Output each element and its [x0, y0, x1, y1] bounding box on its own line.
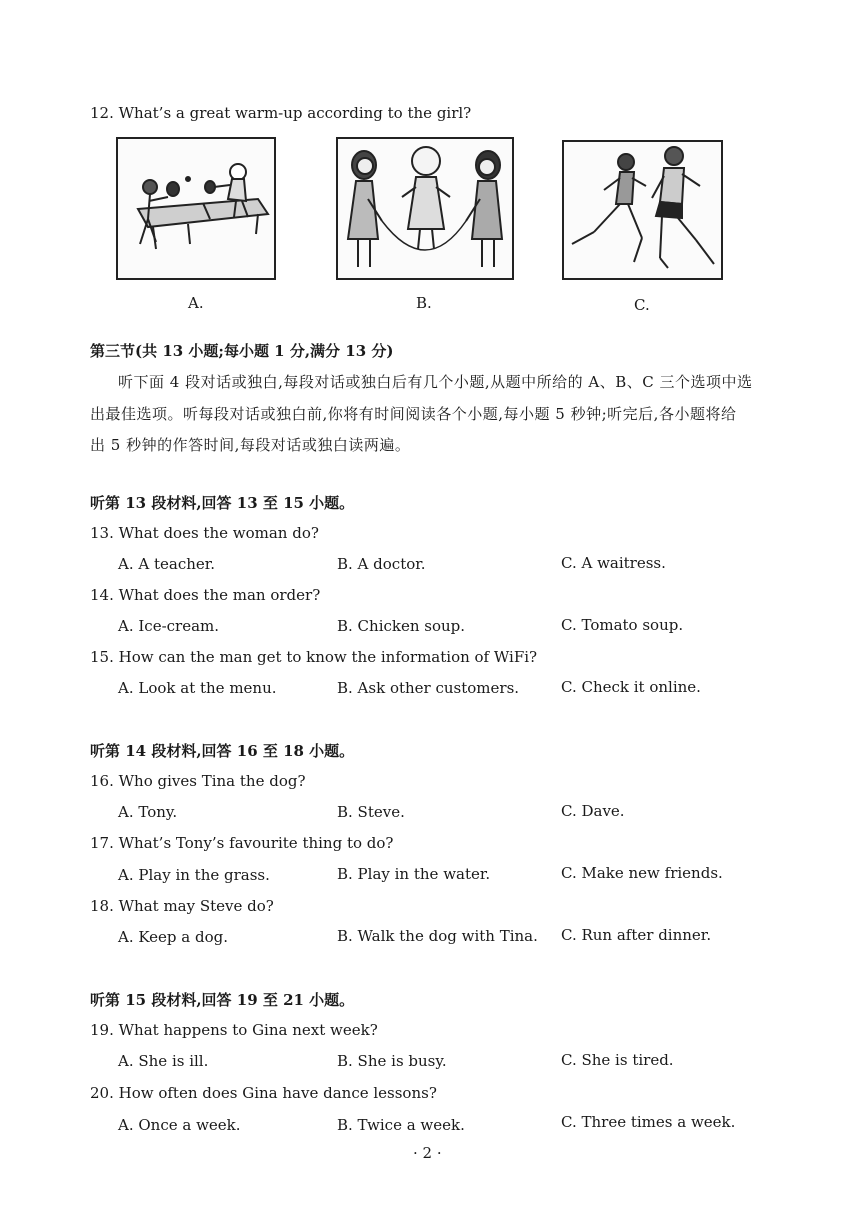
- option-a: A. Tony.: [118, 803, 178, 821]
- jump-rope-icon: [338, 139, 512, 278]
- option-a: A. Ice-cream.: [118, 617, 220, 635]
- option-c: C. Three times a week.: [561, 1113, 736, 1131]
- option-a: A. She is ill.: [118, 1052, 209, 1070]
- option-c: C. A waitress.: [561, 554, 666, 572]
- option-c: C. She is tired.: [561, 1051, 674, 1069]
- section-heading: 第三节(共 13 小题;每小题 1 分,满分 13 分): [90, 342, 394, 360]
- table-tennis-icon: [118, 139, 274, 278]
- option-b: B. Chicken soup.: [337, 617, 466, 635]
- option-c: C. Tomato soup.: [561, 616, 684, 634]
- option-b: B. She is busy.: [337, 1052, 447, 1070]
- group-heading: 听第 14 段材料,回答 16 至 18 小题。: [90, 742, 355, 760]
- option-b: B. A doctor.: [337, 555, 426, 573]
- question-stem: 17. What’s Tony’s favourite thing to do?: [90, 834, 394, 852]
- picture-a: [116, 137, 276, 280]
- page-number: · 2 ·: [413, 1144, 442, 1162]
- question-stem: 20. How often does Gina have dance lessons?: [90, 1084, 437, 1102]
- option-b: B. Twice a week.: [337, 1116, 465, 1134]
- picture-b-label: B.: [416, 294, 432, 312]
- picture-a-label: A.: [188, 294, 204, 312]
- picture-c-label: C.: [634, 296, 650, 314]
- question-stem: 13. What does the woman do?: [90, 524, 319, 542]
- option-a: A. Look at the menu.: [118, 679, 277, 697]
- option-a: A. Keep a dog.: [118, 928, 229, 946]
- question-stem: 18. What may Steve do?: [90, 897, 274, 915]
- group-heading: 听第 15 段材料,回答 19 至 21 小题。: [90, 991, 355, 1009]
- picture-c: [562, 140, 723, 280]
- question-12-stem: 12. What’s a great warm-up according to the girl?: [90, 104, 472, 122]
- instructions-line-2: 出最佳选项。听每段对话或独白前,你将有时间阅读各个小题,每小题 5 秒钟;听完后,各小题将给: [90, 405, 737, 423]
- option-b: B. Walk the dog with Tina.: [337, 927, 538, 945]
- running-icon: [564, 142, 721, 278]
- option-b: B. Ask other customers.: [337, 679, 520, 697]
- option-c: C. Check it online.: [561, 678, 701, 696]
- question-stem: 14. What does the man order?: [90, 586, 321, 604]
- picture-b: [336, 137, 514, 280]
- option-a: A. A teacher.: [118, 555, 216, 573]
- option-c: C. Dave.: [561, 802, 625, 820]
- group-heading: 听第 13 段材料,回答 13 至 15 小题。: [90, 494, 355, 512]
- instructions-line-3: 出 5 秒钟的作答时间,每段对话或独白读两遍。: [90, 436, 411, 454]
- option-b: B. Play in the water.: [337, 865, 491, 883]
- option-a: A. Play in the grass.: [118, 866, 270, 884]
- option-a: A. Once a week.: [118, 1116, 241, 1134]
- option-c: C. Make new friends.: [561, 864, 723, 882]
- question-stem: 16. Who gives Tina the dog?: [90, 772, 306, 790]
- question-stem: 19. What happens to Gina next week?: [90, 1021, 378, 1039]
- question-stem: 15. How can the man get to know the information of WiFi?: [90, 648, 538, 666]
- instructions-line-1: 听下面 4 段对话或独白,每段对话或独白后有几个小题,从题中所给的 A、B、C 三个选项中选: [118, 373, 753, 391]
- option-b: B. Steve.: [337, 803, 405, 821]
- option-c: C. Run after dinner.: [561, 926, 712, 944]
